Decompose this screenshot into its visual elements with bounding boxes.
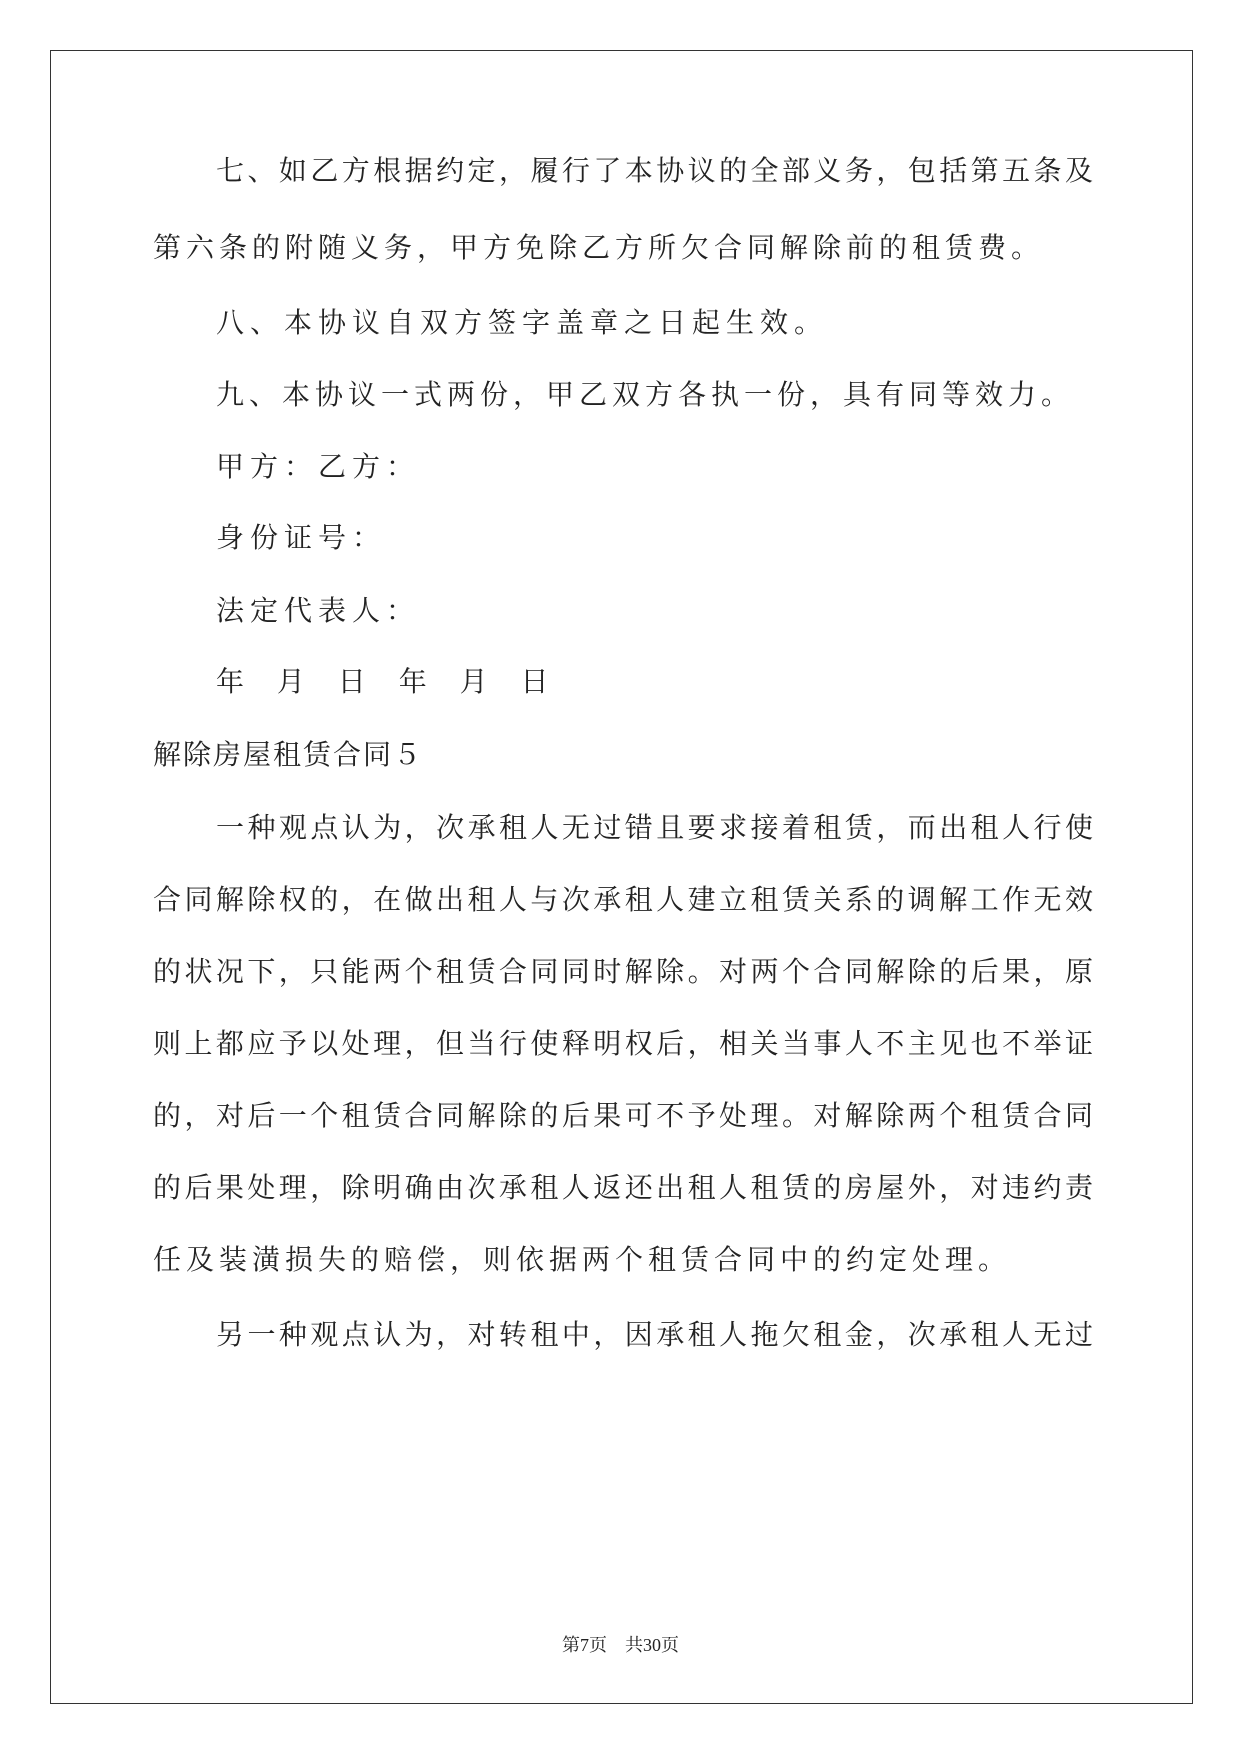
paragraph-clause-7-line-2: 第六条的附随义务，甲方免除乙方所欠合同解除前的租赁费。 (153, 231, 1045, 264)
paragraph-clause-9: 九、本协议一式两份，甲乙双方各执一份，具有同等效力。 (216, 378, 1075, 411)
id-number-line: 身份证号： (216, 521, 387, 554)
paragraph-view-1-line-5: 的，对后一个租赁合同解除的后果可不予处理。对解除两个租赁合同 (153, 1099, 1093, 1132)
paragraph-view-1-line-4: 则上都应予以处理，但当行使释明权后，相关当事人不主见也不举证 (153, 1027, 1093, 1060)
page-border (50, 50, 1193, 1704)
signature-parties-line: 甲方：乙方： (216, 450, 421, 483)
paragraph-clause-8: 八、本协议自双方签字盖章之日起生效。 (216, 306, 829, 339)
section-heading: 解除房屋租赁合同５ (153, 738, 424, 771)
paragraph-view-1-line-7: 任及装潢损失的赔偿，则依据两个租赁合同中的约定处理。 (153, 1243, 1012, 1276)
date-line: 年 月 日 年 月 日 (216, 665, 555, 698)
paragraph-view-1-line-1: 一种观点认为，次承租人无过错且要求接着租赁，而出租人行使 (216, 811, 1093, 844)
paragraph-view-1-line-6: 的后果处理，除明确由次承租人返还出租人租赁的房屋外，对违约责 (153, 1171, 1093, 1204)
paragraph-view-2-line-1: 另一种观点认为，对转租中，因承租人拖欠租金，次承租人无过 (216, 1318, 1093, 1351)
legal-representative-line: 法定代表人： (216, 594, 421, 627)
paragraph-view-1-line-2: 合同解除权的，在做出租人与次承租人建立租赁关系的调解工作无效 (153, 883, 1093, 916)
paragraph-clause-7-line-1: 七、如乙方根据约定，履行了本协议的全部义务，包括第五条及 (216, 154, 1093, 187)
paragraph-view-1-line-3: 的状况下，只能两个租赁合同同时解除。对两个合同解除的后果，原 (153, 955, 1093, 988)
page-number-footer: 第7页 共30页 (562, 1635, 679, 1655)
